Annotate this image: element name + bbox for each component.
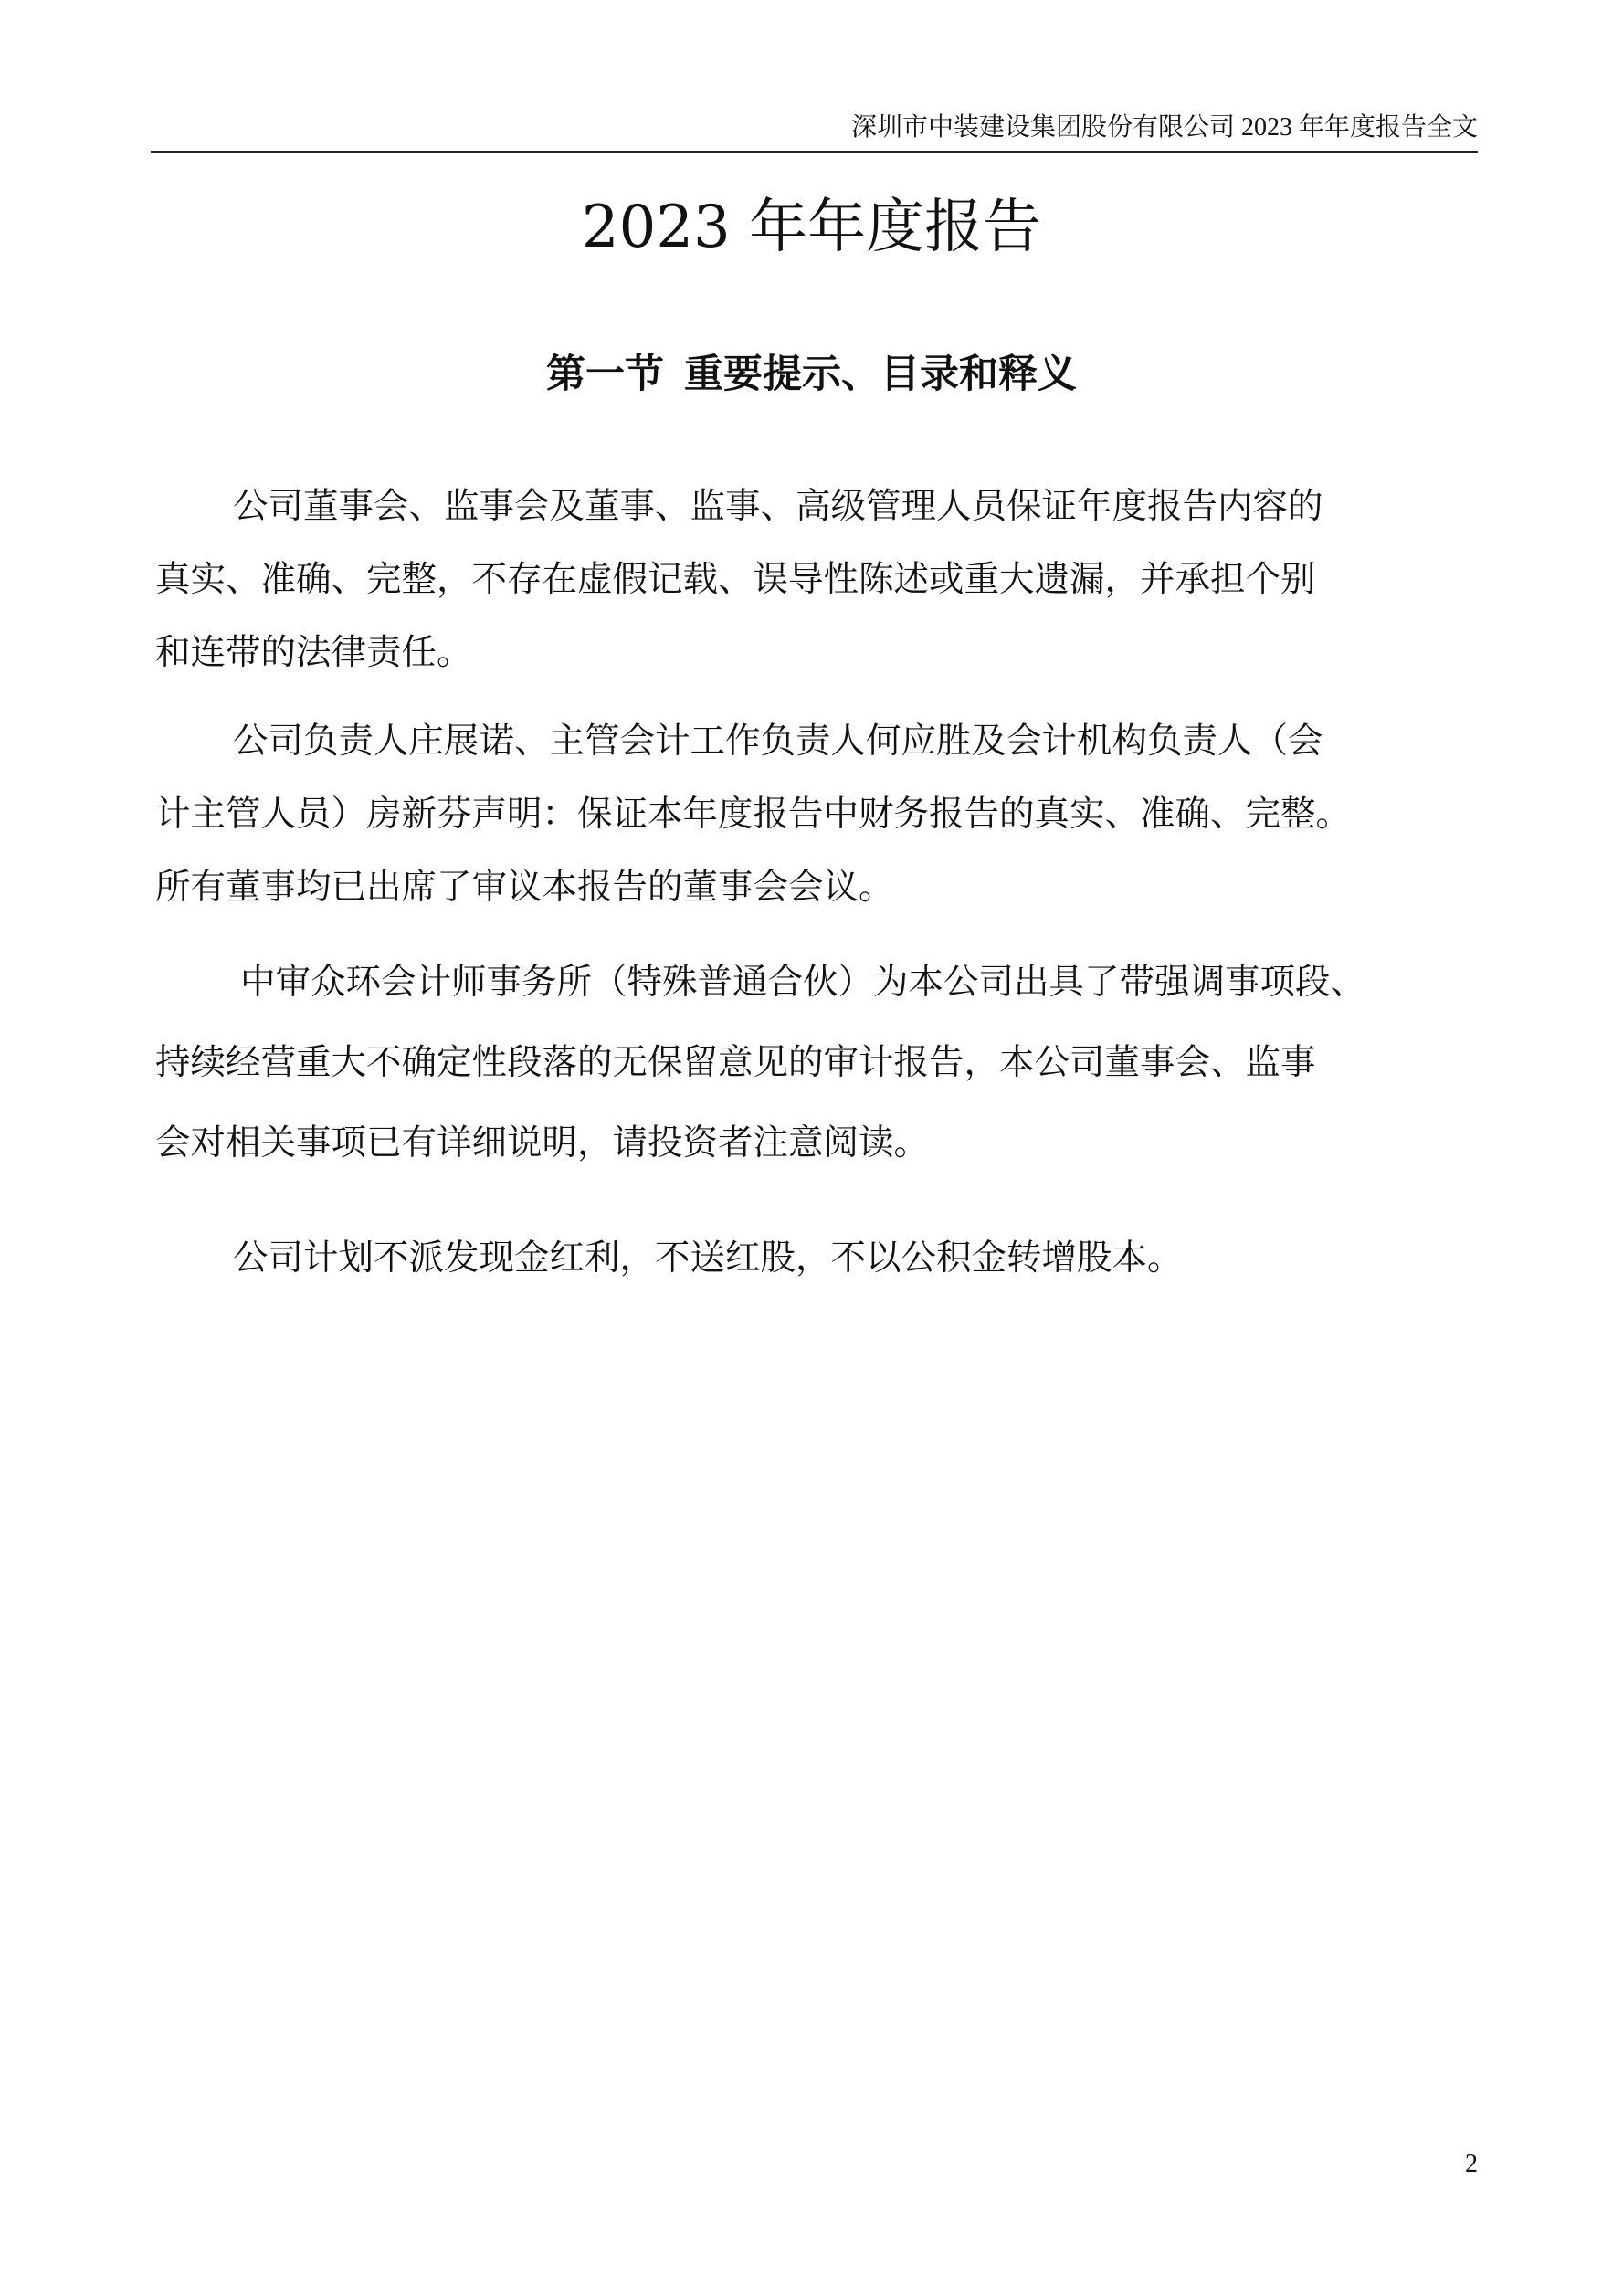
paragraph-line: 公司计划不派发现金红利，不送红股，不以公积金转增股本。 <box>233 1238 1183 1279</box>
page-number: 2 <box>1465 2150 1478 2178</box>
paragraph-board-guarantee <box>155 470 1475 690</box>
paragraph-line: 计主管人员）房新芬声明：保证本年度报告中财务报告的真实、准确、完整。 <box>155 794 1352 835</box>
document-title: 2023 年年度报告 <box>581 194 1042 261</box>
paragraph-line: 公司负责人庄展诺、主管会计工作负责人何应胜及会计机构负责人（会 <box>233 721 1323 762</box>
section-title: 重要提示、目录和释义 <box>684 352 1077 397</box>
paragraph-audit-opinion <box>155 943 1475 1184</box>
paragraph-line: 公司董事会、监事会及董事、监事、高级管理人员保证年度报告内容的 <box>233 486 1323 527</box>
paragraph-line: 真实、准确、完整，不存在虚假记载、误导性陈述或重大遗漏，并承担个别 <box>155 559 1316 600</box>
paragraph-line: 持续经营重大不确定性段落的无保留意见的审计报告，本公司董事会、监事 <box>155 1042 1316 1083</box>
paragraph-line: 和连带的法律责任。 <box>155 632 472 673</box>
paragraph-line: 会对相关事项已有详细说明，请投资者注意阅读。 <box>155 1122 930 1164</box>
running-header: 深圳市中装建设集团股份有限公司 2023 年年度报告全文 <box>850 113 1478 142</box>
header-rule <box>151 151 1478 153</box>
paragraph-line: 中审众环会计师事务所（特殊普通合伙）为本公司出具了带强调事项段、 <box>240 962 1366 1003</box>
paragraph-responsible-persons-statement <box>155 705 1475 924</box>
section-number: 第一节 <box>546 352 664 397</box>
paragraph-line: 所有董事均已出席了审议本报告的董事会会议。 <box>155 867 894 908</box>
section-heading <box>0 342 1623 406</box>
paragraph-dividend-plan <box>155 1222 1475 1295</box>
